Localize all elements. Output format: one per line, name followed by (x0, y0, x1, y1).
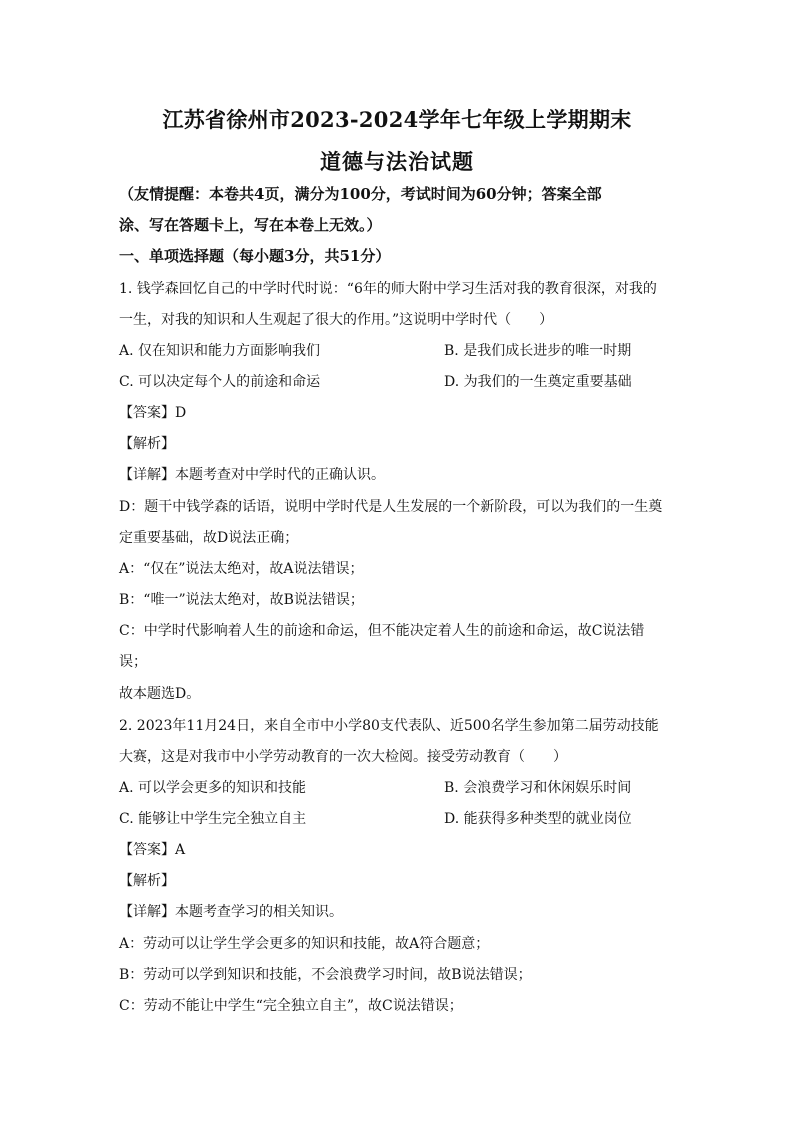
exam-title: 江苏省徐州市2023-2024学年七年级上学期期末 (162, 107, 632, 132)
exam-subtitle: 道德与法治试题 (320, 149, 474, 174)
q1-option-a: A. 仅在知识和能力方面影响我们 (119, 343, 321, 359)
section-heading: 一、单项选择题（每小题3分，共51分） (119, 247, 391, 265)
q2-option-c: C. 能够让中学生完全独立自主 (119, 811, 307, 827)
q1-explanation-b: B：“唯一”说法太绝对，故B说法错误； (119, 592, 364, 608)
q1-explanation-c-line-1: C：中学时代影响着人生的前途和命运，但不能决定着人生的前途和命运，故C说法错 (119, 623, 645, 639)
q2-explanation-a: A：劳动可以让学生学会更多的知识和技能，故A符合题意； (119, 936, 490, 952)
q2-answer: 【答案】A (119, 842, 186, 858)
q1-explanation-c-line-2: 误； (119, 654, 147, 670)
q1-option-c: C. 可以决定每个人的前途和命运 (119, 374, 321, 390)
notice-line-1: （友情提醒：本卷共4页，满分为100分，考试时间为60分钟；答案全部 (119, 185, 602, 203)
q1-analysis-label: 【解析】 (119, 436, 175, 452)
q2-option-b: B. 会浪费学习和休闲娱乐时间 (444, 780, 632, 796)
q2-explanation-b: B：劳动可以学到知识和技能，不会浪费学习时间，故B说法错误； (119, 967, 532, 983)
q1-explanation-a: A：“仅在”说法太绝对，故A说法错误； (119, 561, 364, 577)
q2-option-d: D. 能获得多种类型的就业岗位 (444, 811, 632, 827)
q1-detail: 【详解】本题考查对中学时代的正确认识。 (119, 467, 385, 483)
q1-conclusion: 故本题选D。 (119, 686, 201, 702)
q2-stem-line-1: 2. 2023年11月24日，来自全市中小学80支代表队、近500名学生参加第二届劳动技能 (119, 718, 659, 734)
q1-stem-line-1: 1. 钱学森回忆自己的中学时代时说：“6年的师大附中学习生活对我的教育很深，对我的 (119, 281, 657, 297)
q1-option-d: D. 为我们的一生奠定重要基础 (444, 374, 632, 390)
q2-option-a: A. 可以学会更多的知识和技能 (119, 780, 307, 796)
q2-analysis-label: 【解析】 (119, 873, 175, 889)
q1-explanation-d-line-2: 定重要基础，故D说法正确； (119, 530, 299, 546)
q1-option-b: B. 是我们成长进步的唯一时期 (444, 343, 632, 359)
q2-explanation-c: C：劳动不能让中学生“完全独立自主”，故C说法错误； (119, 998, 463, 1014)
q1-answer: 【答案】D (119, 405, 187, 421)
q1-explanation-d-line-1: D：题干中钱学森的话语，说明中学时代是人生发展的一个新阶段，可以为我们的一生奠 (119, 499, 663, 515)
notice-line-2: 涂、写在答题卡上，写在本卷上无效。） (119, 216, 382, 234)
q1-stem-line-2: 一生，对我的知识和人生观起了很大的作用。”这说明中学时代（ ） (119, 312, 554, 328)
q2-stem-line-2: 大赛，这是对我市中小学劳动教育的一次大检阅。接受劳动教育（ ） (119, 749, 567, 765)
q2-detail: 【详解】本题考查学习的相关知识。 (119, 904, 343, 920)
